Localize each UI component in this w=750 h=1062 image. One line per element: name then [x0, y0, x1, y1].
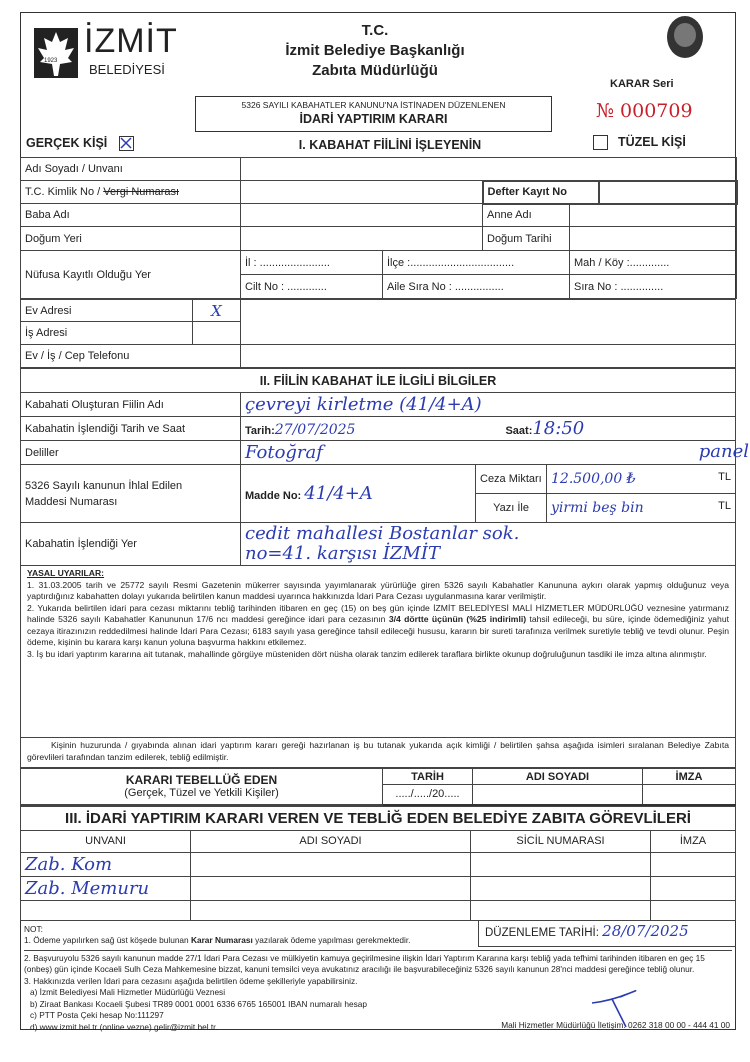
note-title: NOT:: [24, 923, 43, 934]
place-line1: cedit mahallesi Bostanlar sok.: [245, 523, 520, 544]
article-label-line2: Maddesi Numarası: [25, 495, 118, 508]
gercek-kisi-label: GERÇEK KİŞİ: [26, 136, 108, 150]
header-line3: Zabıta Müdürlüğü: [312, 62, 438, 79]
recipient-title: KARARI TEBELLÜĞ EDEN: [125, 773, 278, 788]
recipient-name-field[interactable]: [473, 785, 643, 805]
izmit-logo: [34, 24, 184, 84]
place-field[interactable]: [241, 523, 736, 566]
tuzel-kisi-label: TÜZEL KİŞİ: [618, 135, 686, 149]
name-label: Adı Soyadı / Unvanı: [21, 158, 241, 181]
cilt-field[interactable]: Cilt No : .............: [241, 275, 383, 299]
fine-words-currency: TL: [718, 500, 731, 512]
registry-label: Nüfusa Kayıtlı Olduğu Yer: [21, 251, 241, 299]
officer-signature[interactable]: [651, 852, 736, 876]
section3-title: III. İDARİ YAPTIRIM KARARI VEREN VE TEBLİĞ EDEN BELEDİYE ZABITA GÖREVLİLERİ: [21, 806, 736, 830]
recipient-signature-header: İMZA: [643, 769, 736, 785]
fine-words-field[interactable]: [547, 494, 736, 523]
phone-field[interactable]: [241, 345, 736, 368]
legal-p4: Kişinin huzurunda / gıyabında alınan idari yaptırım kararı gereği hazırlanan iş bu tutanak yukarıda açık kimliği / belirtilen şahsa aşağıda isimleri sıralanan Belediye Zabıta görevlileri tarafından tanzim edilerek, tebliğ edilmiştir.: [20, 738, 736, 768]
father-label: Baba Adı: [21, 204, 241, 227]
evidence-extra: panel: [698, 441, 749, 462]
birthplace-label: Doğum Yeri: [21, 227, 241, 251]
evidence-field[interactable]: [241, 441, 749, 465]
recipient-date-field[interactable]: ...../...../20.....: [383, 785, 473, 805]
work-address-label: İş Adresi: [21, 322, 193, 345]
date-prefix: Tarih:: [245, 425, 275, 437]
officer-name[interactable]: [191, 876, 471, 900]
header-line2: İzmit Belediye Başkanlığı: [285, 42, 465, 59]
vergi-struck: Vergi Numarası: [103, 186, 180, 198]
officer-registry[interactable]: [471, 876, 651, 900]
payment-d: d) www.izmit.bel.tr (online vezne) gelir@izmit.bel.tr.: [30, 1021, 218, 1032]
officer-name[interactable]: [191, 900, 471, 920]
ilce-field[interactable]: İlçe :..................................: [383, 251, 570, 275]
officer-signature[interactable]: [651, 876, 736, 900]
notes: [20, 921, 736, 1037]
place-label: Kabahatin İşlendiği Yer: [21, 523, 241, 566]
article-prefix: Madde No:: [245, 490, 302, 502]
payment-c: c) PTT Posta Çeki hesap No:111297: [30, 1010, 164, 1020]
address-field[interactable]: [241, 300, 736, 345]
tc-field[interactable]: [241, 181, 483, 204]
date-value: 27/07/2025: [274, 422, 356, 438]
act-label: Kabahati Oluşturan Fiilin Adı: [21, 393, 241, 417]
father-field[interactable]: [241, 204, 483, 227]
issue-date-box: [478, 921, 736, 947]
karar-seri-label: KARAR Seri: [610, 78, 674, 90]
officer-title[interactable]: Zab. Kom: [21, 852, 191, 876]
header-line1: T.C.: [361, 22, 389, 39]
logo-year: 1923: [44, 58, 58, 64]
officer-col-name: ADI SOYADI: [191, 830, 471, 852]
defter-label: Defter Kayıt No: [483, 181, 599, 204]
section1-table: [20, 157, 749, 1036]
zabita-emblem-icon: [665, 14, 705, 60]
phone-label: Ev / İş / Cep Telefonu: [21, 345, 241, 368]
defter-field[interactable]: [599, 181, 737, 204]
mah-field[interactable]: Mah / Köy :.............: [570, 251, 737, 275]
officer-signature[interactable]: [651, 900, 736, 920]
issue-date-label: DÜZENLEME TARİHİ:: [485, 926, 599, 939]
evidence-value: Fotoğraf: [245, 442, 323, 463]
note-1a: 1. Ödeme yapılırken sağ üst köşede bulunan: [24, 935, 191, 945]
officer-registry[interactable]: [471, 900, 651, 920]
article-label-line1: 5326 Sayılı kanunun İhlal Edilen: [25, 479, 183, 492]
name-field[interactable]: [241, 158, 737, 181]
officer-title[interactable]: [21, 900, 191, 920]
issue-date-value[interactable]: 28/07/2025: [602, 921, 689, 940]
mother-label: Anne Adı: [483, 204, 570, 227]
birthplace-field[interactable]: [241, 227, 483, 251]
tc-label: [21, 181, 241, 204]
officer-name[interactable]: [191, 852, 471, 876]
home-address-mark[interactable]: X: [193, 300, 241, 322]
legal-title: YASAL UYARILAR:: [27, 568, 105, 578]
sira-field[interactable]: Sıra No : ..............: [570, 275, 737, 299]
article-field[interactable]: [241, 465, 476, 523]
fine-currency: TL: [718, 471, 731, 483]
officer-row: [21, 852, 736, 876]
note-2: 2. Başvuruyolu 5326 sayılı kanunun madde 27/1 İdari Para Cezası ve mülkiyetin kamuya geçirilmesine ilişkin İdari Yaptırım Kararına karşı tebliğ yada tefhimi tarihinden itibaren en geç 15 (onbeş) gün içinde Kocaeli Sulh Ceza Mahkemesine bizzat, kanuni temsilci veya avukatınız aracılığı ile başvurabileceğiniz 5326 sayılı kanunun 28'nci maddesi gereğince tebliğ olunur.: [24, 950, 732, 976]
fine-words-value: yirmi beş bin: [551, 500, 644, 516]
officer-title[interactable]: Zab. Memuru: [21, 876, 191, 900]
recipient-cell: [21, 769, 383, 805]
time-prefix: Saat:: [505, 425, 533, 437]
logo-sub: BELEDİYESİ: [89, 62, 165, 77]
section1-title: I. KABAHAT FİİLİNİ İŞLEYENİN: [298, 138, 482, 152]
legal-p2c: tahsil edileceği, bu süre, içinde ödemediğiniz yahut cezaya itirazınızın reddedilmesi halinde İdari Para Cezası; 6183 sayılı yasa gereğince tahsil edileceği hususu, kararın bir sureti tarafınıza verilmek suretiyle tebliğ ve tevdi olunur. Peşin ödeme, kişinin bu karara karşı kanun yoluna başvurma hakkını etkilemez.: [27, 614, 729, 647]
legal-p2: [27, 603, 729, 649]
tc-prefix: T.C. Kimlik No /: [25, 186, 104, 198]
payment-a: a) İzmit Belediyesi Mali Hizmetler Müdürlüğü Veznesi: [30, 987, 226, 997]
evidence-label: Deliller: [21, 441, 241, 465]
fine-words-label: Yazı İle: [476, 494, 547, 523]
note-1b: Karar Numarası: [190, 935, 253, 945]
decision-title-box: [195, 96, 552, 132]
officer-col-signature: İMZA: [651, 830, 736, 852]
officer-col-title: UNVANI: [21, 830, 191, 852]
box-line1: 5326 SAYILI KABAHATLER KANUNU'NA İSTİNADEN DÜZENLENEN: [241, 100, 506, 110]
tuzel-kisi-checkbox[interactable]: [593, 135, 608, 150]
il-field[interactable]: İl : .......................: [241, 251, 383, 275]
officer-row: [21, 900, 736, 920]
time-value: 18:50: [532, 418, 585, 439]
logo-name: İZMİT: [84, 22, 178, 60]
recipient-date-header: TARİH: [383, 769, 473, 785]
article-label: [21, 465, 241, 523]
birthdate-label: Doğum Tarihi: [483, 227, 570, 251]
officer-registry[interactable]: [471, 852, 651, 876]
note-1c: yazılarak ödeme yapılması gerekmektedir.: [252, 935, 411, 945]
box-line2: İDARİ YAPTIRIM KARARI: [299, 112, 448, 126]
gercek-kisi-checkbox[interactable]: [119, 136, 134, 151]
work-address-mark[interactable]: [193, 322, 241, 345]
officer-col-registry: SİCİL NUMARASI: [471, 830, 651, 852]
officer-row: [21, 876, 736, 900]
birthdate-field[interactable]: [570, 227, 737, 251]
datetime-field[interactable]: [241, 417, 736, 441]
mother-field[interactable]: [570, 204, 737, 227]
aile-field[interactable]: Aile Sıra No : ................: [383, 275, 570, 299]
note-3: 3. Hakkınızda verilen İdari para cezasını aşağıda belirtilen ödeme şekilleriyle yapabilirsiniz.: [24, 975, 358, 986]
header-title: [200, 22, 550, 79]
place-line2: no=41. karşısı İZMİT: [245, 543, 440, 564]
legal-p1: 1. 31.03.2005 tarih ve 25772 sayılı Resmi Gazetenin mükerrer sayısında yayımlanarak yürürlüğe giren 5326 sayılı Kabahatler Kanununa aykırı olarak yapmış olduğunuz veya yaptırdığınız kabahatten dolayı yukarıda belirtilen kanun maddesi uyarınca hakkınızda İdari Para Cezası uygulanmasına karar verilmiştir.: [27, 579, 729, 601]
datetime-label: Kabahatin İşlendiği Tarih ve Saat: [21, 417, 241, 441]
recipient-name-header: ADI SOYADI: [473, 769, 643, 785]
fine-value: 12.500,00 ₺: [551, 471, 636, 487]
karar-number: № 000709: [596, 100, 693, 122]
act-field[interactable]: çevreyi kirletme (41/4+A): [241, 393, 736, 417]
maple-leaf-icon: [34, 28, 78, 78]
fine-field[interactable]: [547, 465, 736, 494]
recipient-signature-field[interactable]: [643, 785, 736, 805]
fine-label: Ceza Miktarı: [476, 465, 547, 494]
contact-info: Mali Hizmetler Müdürlüğü İletişim: 0262 318 00 00 - 444 41 00: [501, 1019, 730, 1030]
tuzel-kisi: [593, 135, 686, 150]
home-address-label: Ev Adresi: [21, 300, 193, 322]
recipient-sub: (Gerçek, Tüzel ve Yetkili Kişiler): [124, 787, 279, 800]
legal-p2a: 2. Yukarıda belirtilen idari para cezası miktarını tebliğ tarihinden itibaren en geç (15) on beş gün içinde İZMİT BELEDİYESİ MALİ HİZMETLER MÜDÜRLÜĞÜ veznesine yatırmanız halinde 5326 sayılı Kabahatler Kanununun 17/6 ncı maddesi gereğince idari para cezasının: [27, 602, 729, 624]
legal-warnings: [20, 566, 736, 738]
payment-b: b) Ziraat Bankası Kocaeli Şubesi TR89 0001 0001 6336 6765 165001 IBAN numaralı hesap: [30, 998, 368, 1009]
signature-mark: [590, 981, 650, 1031]
section2-title: II. FİİLİN KABAHAT İLE İLGİLİ BİLGİLER: [21, 369, 736, 393]
legal-p2b: 3/4 dörtte üçünün (%25 indirimli): [388, 614, 527, 624]
gercek-kisi: [26, 136, 134, 151]
legal-p3: 3. İş bu idari yaptırım kararına ait tutanak, mahallinde görgüye müsteniden dört nüsha olarak tanzim edilerek taraflara birlikte okunup doğruluğunun tasdiki ile imza altına alınmıştır.: [27, 648, 707, 659]
article-value: 41/4+A: [304, 483, 373, 504]
